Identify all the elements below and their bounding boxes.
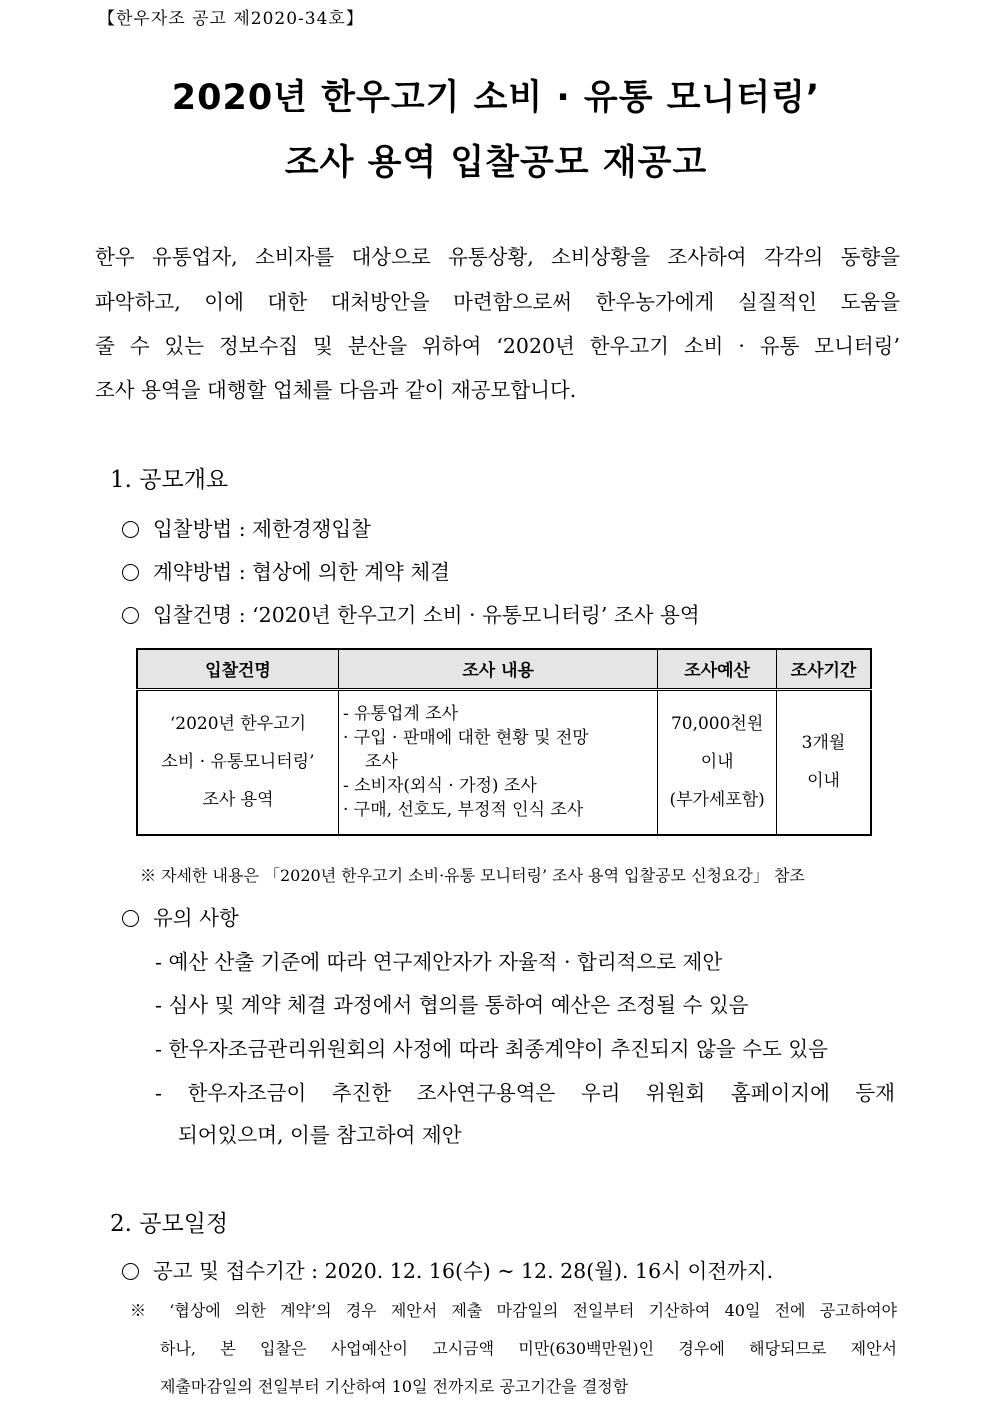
period-line: 3개월 — [801, 733, 846, 754]
circle-bullet-icon — [122, 1263, 139, 1280]
caution-heading-text: 유의 사항 — [153, 906, 239, 930]
caution-heading — [122, 901, 239, 931]
overview-item-text: 계약방법 : 협상에 의한 계약 체결 — [153, 560, 450, 584]
document-title-line1: 2020년 한우고기 소비 · 유통 모니터링’ — [171, 78, 821, 118]
schedule-item — [122, 1254, 773, 1284]
schedule-note-line: ※ ‘협상에 의한 계약’의 경우 제안서 제출 마감일의 전일부터 기산하여 40일 전에 공고하여야 — [130, 1301, 897, 1320]
budget-line: 이내 — [700, 752, 734, 773]
circle-bullet-icon — [122, 521, 139, 538]
bid-name-line: ‘2020년 한우고기 — [169, 714, 307, 735]
document-title-line2: 조사 용역 입찰공모 재공고 — [284, 143, 708, 183]
period-cell — [777, 689, 872, 835]
notice-number: 【한우자조 공고 제2020-34호】 — [98, 9, 364, 29]
circle-bullet-icon — [122, 607, 139, 624]
table-reference-note: ※ 자세한 내용은 「2020년 한우고기 소비·유통 모니터링’ 조사 용역 입찰공모 신청요강」 참조 — [140, 866, 805, 885]
survey-content-line: - 유통업계 조사 — [342, 704, 459, 725]
intro-line: 줄 수 있는 정보수집 및 분산을 위하여 ‘2020년 한우고기 소비 · 유통 모니터링’ — [95, 334, 900, 358]
table-header-cell: 입찰건명 — [137, 649, 338, 689]
circle-bullet-icon — [122, 910, 139, 927]
caution-item-continued: 되어있으며, 이를 참고하여 제안 — [178, 1123, 462, 1147]
schedule-note-line: 하나, 본 입찰은 사업예산이 고시금액 미만(630백만원)인 경우에 해당되므로 제안서 — [160, 1339, 897, 1358]
section1-heading: 1. 공모개요 — [110, 467, 229, 493]
caution-item: - 한우자조금이 추진한 조사연구용역은 우리 위원회 홈페이지에 등재 — [155, 1081, 895, 1105]
budget-cell — [658, 689, 777, 835]
schedule-item-text: 공고 및 접수기간 : 2020. 12. 16(수) ~ 12. 28(월). 16시 이전까지. — [153, 1259, 774, 1283]
budget-line: 70,000천원 — [670, 714, 764, 735]
table-header-cell: 조사기간 — [777, 649, 872, 689]
intro-line: 한우 유통업자, 소비자를 대상으로 유통상황, 소비상황을 조사하여 각각의 동향을 — [95, 245, 900, 269]
overview-item — [122, 598, 700, 628]
section2-heading: 2. 공모일정 — [110, 1211, 229, 1237]
survey-content-line: 조사 — [364, 752, 398, 773]
caution-item: - 예산 산출 기준에 따라 연구제안자가 자율적 · 합리적으로 제안 — [155, 950, 723, 974]
overview-item — [122, 555, 450, 585]
table-row — [137, 689, 871, 835]
intro-line: 파악하고, 이에 대한 대처방안을 마련함으로써 한우농가에게 실질적인 도움을 — [95, 290, 900, 314]
bid-name-line: 조사 용역 — [202, 790, 274, 811]
bid-summary-table — [136, 648, 872, 836]
survey-content-line: · 구매, 선호도, 부정적 인식 조사 — [342, 800, 584, 821]
table-header-cell: 조사 내용 — [338, 649, 657, 689]
caution-item: - 한우자조금관리위원회의 사정에 따라 최종계약이 추진되지 않을 수도 있음 — [155, 1037, 828, 1061]
budget-line: (부가세포함) — [669, 790, 765, 811]
overview-item — [122, 512, 371, 542]
bid-name-line: 소비 · 유통모니터링’ — [161, 752, 315, 773]
table-header-cell: 조사예산 — [658, 649, 777, 689]
schedule-note-line: 제출마감일의 전일부터 기산하여 10일 전까지로 공고기간을 결정함 — [160, 1377, 629, 1396]
survey-content-line: · 구입 · 판매에 대한 현황 및 전망 — [342, 728, 589, 749]
intro-line: 조사 용역을 대행할 업체를 다음과 같이 재공모합니다. — [95, 378, 577, 402]
overview-item-text: 입찰방법 : 제한경쟁입찰 — [153, 517, 371, 541]
circle-bullet-icon — [122, 564, 139, 581]
caution-item: - 심사 및 계약 체결 과정에서 협의를 통하여 예산은 조정될 수 있음 — [155, 993, 749, 1017]
bid-name-cell — [137, 689, 338, 835]
table-header-row — [137, 649, 871, 689]
survey-content-line: - 소비자(외식 · 가정) 조사 — [342, 776, 537, 797]
overview-item-text: 입찰건명 : ‘2020년 한우고기 소비 · 유통모니터링’ 조사 용역 — [153, 603, 700, 627]
survey-content-cell — [338, 689, 657, 835]
period-line: 이내 — [807, 771, 840, 792]
